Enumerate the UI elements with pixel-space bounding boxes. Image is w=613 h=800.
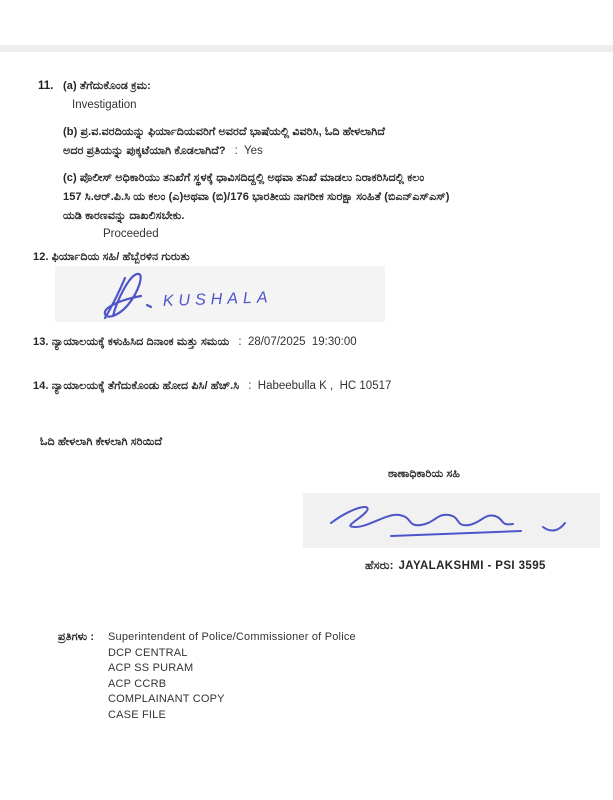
officer-sign-label: ಠಾಣಾಧಿಕಾರಿಯ ಸಹಿ [388,468,461,480]
item-11c-value: Proceeded [103,228,159,240]
copies-item: Superintendent of Police/Commissioner of Police [108,631,356,643]
item-11c-line1: (c) ಪೊಲೀಸ್ ಅಧಿಕಾರಿಯು ತನಿಖೆಗೆ ಸ್ಥಳಕ್ಕೆ ಧಾವಿಸದಿದ್ದಲ್ಲಿ ಅಥವಾ ತನಿಖೆ ಮಾಡಲು ನಿರಾಕರಿಸಿದಲ್ಲಿ ಕಲಂ [63,172,425,184]
item-14-value: : Habeebulla K , HC 10517 [248,380,392,392]
copies-list [108,630,356,723]
officer-name-row [365,560,546,573]
item-11a-label: (a) ತೆಗೆದುಕೊಂಡ ಕ್ರಮ: [63,80,151,92]
item-13-label: 13. ನ್ಯಾಯಾಲಯಕ್ಕೆ ಕಳುಹಿಸಿದ ದಿನಾಂಕ ಮತ್ತು ಸಮಯ [33,336,230,348]
copies-label: ಪ್ರತಿಗಳು : [58,631,95,643]
copies-item: DCP CENTRAL [108,646,188,659]
item-11c-line3: ಯಡಿ ಕಾರಣವನ್ನು ದಾಖಲಿಸಬೇಕು. [63,210,185,222]
item-11b-answer: : Yes [234,145,263,157]
item-13-value: : 28/07/2025 19:30:00 [238,336,357,348]
item-11c-line2: 157 ಸಿ.ಆರ್.ಪಿ.ಸಿ ಯ ಕಲಂ (ಎ)ಅಥವಾ (ಬಿ)/176 ಭಾರತೀಯ ನಾಗರೀಕ ಸುರಕ್ಷಾ ಸಂಹಿತೆ (ಬಿಎನ್ಎಸ್ಎಸ್) [63,191,450,203]
readout-note: ಓದಿ ಹೇಳಲಾಗಿ ಕೇಳಲಾಗಿ ಸರಿಯಿದೆ [40,436,163,448]
copies-item: CASE FILE [108,708,167,721]
officer-signature-box [303,493,600,548]
item-12-label: 12. ಫಿರ್ಯಾದಿಯ ಸಹಿ/ ಹೆಬ್ಬೆರಳಿನ ಗುರುತು [33,251,190,263]
item-11b-line2-row [63,145,263,158]
officer-signature-image [303,493,600,548]
complainant-signature-text: KUSHALA [162,289,273,310]
copies-item: ACP CCRB [108,677,167,690]
complainant-signature-image [55,266,385,322]
complainant-signature-box [55,266,385,322]
item-13-row [33,336,357,349]
page-separator-band [0,45,613,52]
copies-item: ACP SS PURAM [108,662,194,674]
officer-name-label: ಹೆಸರು: [365,560,394,572]
item-14-row [33,380,391,393]
copies-item: COMPLAINANT COPY [108,693,225,705]
item-14-label: 14. ನ್ಯಾಯಾಲಯಕ್ಕೆ ತೆಗೆದುಕೊಂಡು ಹೋದ ಪಿಸಿ/ ಹೆಚ್.ಸಿ [33,380,240,392]
officer-name-value: JAYALAKSHMI - PSI 3595 [398,560,546,572]
item-11-number: 11. [38,80,54,92]
item-11b-line1: (b) ಪ್ರ.ವ.ವರದಿಯನ್ನು ಫಿರ್ಯಾದಿಯವರಿಗೆ ಅವರದೆ ಭಾಷೆಯಲ್ಲಿ ವಿವರಿಸಿ, ಓದಿ ಹೇಳಲಾಗಿದೆ [63,126,386,138]
item-11b-line2: ಅದರ ಪ್ರತಿಯನ್ನು ಪುಕ್ಕಟೆಯಾಗಿ ಕೊಡಲಾಗಿದೆ? [63,145,226,157]
item-11a-value: Investigation [72,99,137,111]
